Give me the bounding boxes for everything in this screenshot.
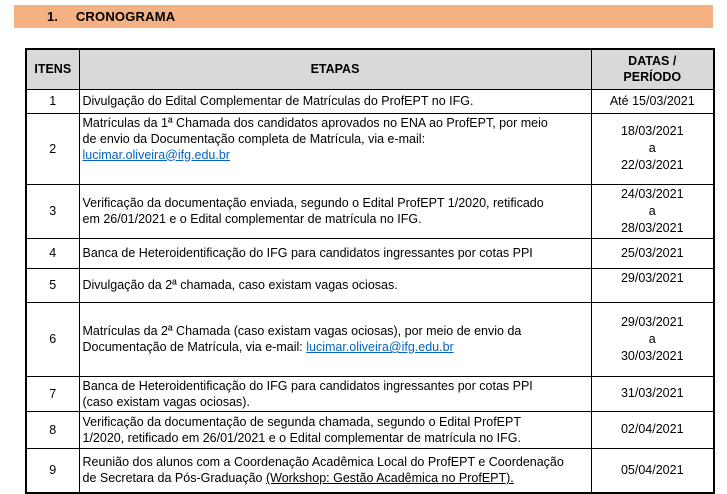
email-link[interactable]: lucimar.oliveira@ifg.edu.br [306, 340, 454, 354]
etapa-text: (caso existam vagas ociosas). [82, 394, 250, 409]
etapa-cell [79, 268, 591, 302]
table-row [26, 268, 714, 302]
table-row [26, 302, 714, 376]
item-number: 6 [26, 302, 79, 376]
item-number: 8 [26, 411, 79, 448]
table-row [26, 411, 714, 448]
etapa-text: Verificação da documentação de segunda chamada, segundo o Edital ProfEPT [82, 414, 521, 429]
etapa-text: Banca de Heteroidentificação do IFG para candidatos ingressantes por cotas PPI [82, 378, 533, 393]
etapa-text: Documentação de Matrícula, via e-mail: [82, 340, 307, 354]
date-cell [591, 448, 714, 493]
cronograma-table [25, 48, 715, 494]
table-row [26, 376, 714, 411]
etapa-text: Verificação da documentação enviada, segundo o Edital ProfEPT 1/2020, retificado [82, 196, 544, 210]
date-text: 29/03/2021 [620, 314, 684, 329]
etapa-text: 1/2020, retificado em 26/01/2021 e o Edital complementar de matrícula no IFG. [82, 430, 521, 445]
date-cell [591, 184, 714, 238]
etapa-text: de envio da Documentação completa de Matrícula, via e-mail: [82, 131, 426, 146]
date-text: 25/03/2021 [620, 245, 684, 260]
date-text: 22/03/2021 [620, 158, 684, 172]
etapa-text: em 26/01/2021 e o Edital complementar de matrícula no IFG. [82, 212, 422, 226]
column-header-itens: ITENS [26, 49, 79, 89]
date-cell [591, 302, 714, 376]
date-text: 30/03/2021 [620, 348, 684, 363]
etapa-cell [79, 238, 591, 268]
etapa-cell [79, 448, 591, 493]
item-number: 4 [26, 238, 79, 268]
date-cell [591, 411, 714, 448]
etapa-cell [79, 302, 591, 376]
item-number: 7 [26, 376, 79, 411]
date-text: 24/03/2021 [620, 186, 684, 201]
etapa-text: Banca de Heteroidentificação do IFG para candidatos ingressantes por cotas PPI [82, 246, 533, 260]
etapa-cell [79, 184, 591, 238]
date-text: 28/03/2021 [620, 220, 684, 235]
date-text: a [648, 141, 656, 155]
table-row [26, 448, 714, 493]
etapa-text: Matrículas da 1ª Chamada dos candidatos aprovados no ENA ao ProfEPT, por meio [82, 115, 548, 130]
etapa-text: Matrículas da 2ª Chamada (caso existam vagas ociosas), por meio de envio da [82, 324, 522, 338]
item-number: 9 [26, 448, 79, 493]
date-cell [591, 89, 714, 113]
table-header [26, 49, 714, 89]
table-row [26, 113, 714, 184]
date-text: 05/04/2021 [620, 462, 684, 477]
table-row [26, 89, 714, 113]
section-title: CRONOGRAMA [75, 9, 176, 24]
header-row [26, 49, 714, 89]
etapa-text: de Secretara da Pós-Graduação [82, 471, 266, 486]
column-header-datas [591, 49, 714, 89]
etapa-text: Divulgação da 2ª chamada, caso existam vagas ociosas. [82, 278, 398, 292]
email-link[interactable]: lucimar.oliveira@ifg.edu.br [82, 147, 230, 162]
date-cell [591, 238, 714, 268]
date-text: Até 15/03/2021 [609, 93, 695, 108]
table-body [26, 89, 714, 493]
date-text: a [648, 331, 656, 346]
column-header-datas-line2: PERÍODO [623, 70, 682, 85]
date-text: a [648, 203, 656, 218]
section-number: 1. [47, 9, 58, 24]
etapa-cell [79, 113, 591, 184]
date-text: 31/03/2021 [620, 386, 684, 400]
etapa-cell [79, 89, 591, 113]
column-header-datas-line1: DATAS / [628, 54, 677, 69]
date-text: 29/03/2021 [620, 270, 684, 285]
table-row [26, 184, 714, 238]
date-cell [591, 113, 714, 184]
table-row [26, 238, 714, 268]
etapa-cell [79, 376, 591, 411]
etapa-cell [79, 411, 591, 448]
etapa-text: Divulgação do Edital Complementar de Matrículas do ProfEPT no IFG. [82, 94, 474, 108]
date-cell [591, 376, 714, 411]
section-heading [14, 5, 713, 28]
etapa-text: Reunião dos alunos com a Coordenação Acadêmica Local do ProfEPT e Coordenação [82, 455, 564, 470]
item-number: 1 [26, 89, 79, 113]
item-number: 2 [26, 113, 79, 184]
column-header-etapas: ETAPAS [79, 49, 591, 89]
date-cell [591, 268, 714, 302]
item-number: 3 [26, 184, 79, 238]
item-number: 5 [26, 268, 79, 302]
etapa-text: (Workshop: Gestão Acadêmica no ProfEPT). [265, 471, 514, 486]
date-text: 02/04/2021 [620, 422, 684, 436]
date-text: 18/03/2021 [620, 124, 684, 138]
